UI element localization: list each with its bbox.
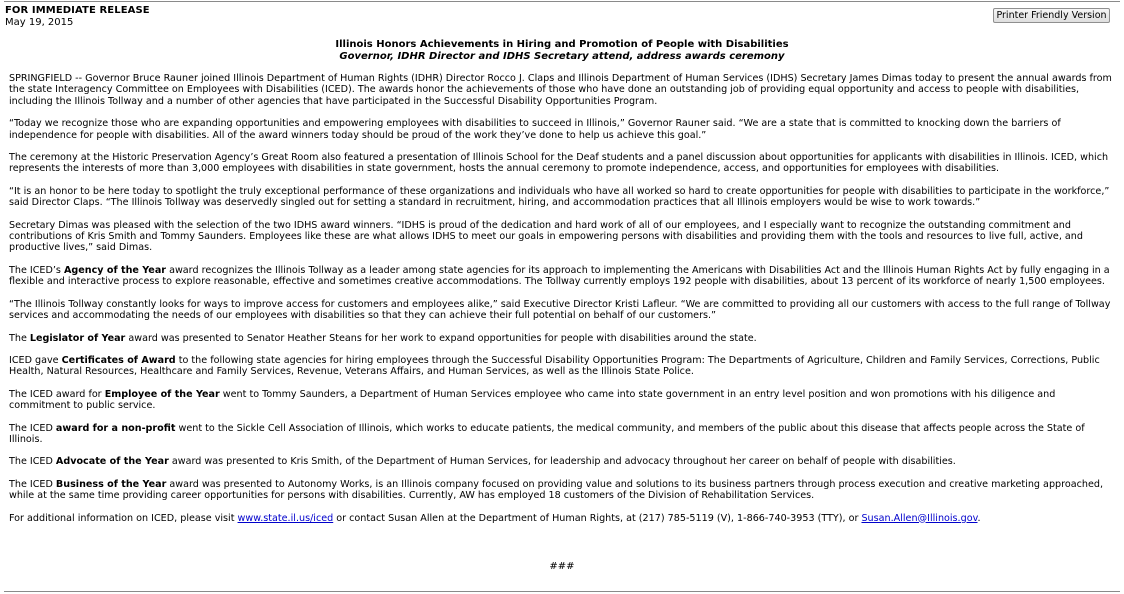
text: went to Tommy Saunders, a Department of Human Services employee who came into state government in an entry level position and won promotions with his diligence and commitment to public service. xyxy=(9,388,1056,412)
text: The ICED award for xyxy=(9,388,105,400)
top-divider xyxy=(4,1,1120,2)
text: The xyxy=(9,332,30,344)
text: ICED gave xyxy=(9,354,62,366)
text: award was presented to Autonomy Works, is an Illinois company focused on providing value and solutions to its business partners through process execution and creative marketing approached, while at the same time providing career opportunities for persons with disabilities. Currently, AW has employed 18 customers of the Division of Rehabilitation Services. xyxy=(9,478,1103,502)
paragraph-non-profit xyxy=(9,423,1119,446)
end-mark: ### xyxy=(549,561,575,572)
paragraph-business-of-year xyxy=(9,479,1119,502)
iced-website-link[interactable]: www.state.il.us/iced xyxy=(237,512,334,524)
text: award was presented to Senator Heather Steans for her work to expand opportunities for people with disabilities around the state. xyxy=(125,332,757,344)
page-subtitle: Governor, IDHR Director and IDHS Secretary attend, address awards ceremony xyxy=(339,51,785,62)
award-name: Legislator of Year xyxy=(29,332,126,344)
award-name: Employee of the Year xyxy=(104,388,220,400)
text: The ICED xyxy=(9,422,56,434)
paragraph-lafleur-quote: “The Illinois Tollway constantly looks for ways to improve access for customers and employees alike,” said Executive Director Kristi Lafleur. “We are committed to providing all our customers with access to the full range of Tollway services and accommodating the needs of our employees with disabilities so that they can achieve their full potential on behalf of our customers.” xyxy=(9,298,1111,322)
release-label: FOR IMMEDIATE RELEASE xyxy=(5,5,150,16)
paragraph-governor-quote: “Today we recognize those who are expanding opportunities and empowering employees with disabilities to succeed in Illinois,” Governor Rauner said. “We are a state that is committed to knocking down the barriers of independence for people with disabilities. All of the award winners today should be proud of the work they’ve done to help us achieve this goal.” xyxy=(9,118,1061,141)
text: went to the Sickle Cell Association of Illinois, which works to educate patients, the medical community, and members of the public about this disease that affects people across the State of Illinois. xyxy=(9,422,1085,445)
text: award recognizes the Illinois Tollway as a leader among state agencies for its approach to implementing the Americans with Disabilities Act and the Illinois Human Rights Act by fully engaging in a flexible and interactive process to explore reasonable, effective and sometimes creative accommodations. The Tollway currently employs 192 people with disabilities, about 13 percent of its workforce of nearly 1,500 employees. xyxy=(9,264,1110,288)
text: For additional information on ICED, please visit xyxy=(9,512,238,524)
paragraph-ceremony: The ceremony at the Historic Preservation Agency’s Great Room also featured a presentation of Illinois School for the Deaf students and a panel discussion about opportunities for applicants with disabilities in Illinois. ICED, which represents the interests of more than 3,000 employees with disabilities in state government, hosts the annual ceremony to promote independence, access, and opportunities for employees with disabilities. xyxy=(9,152,1109,175)
paragraph-agency-of-year xyxy=(9,265,1119,288)
paragraph-contact xyxy=(9,513,1119,524)
text: award was presented to Kris Smith, of the Department of Human Services, for leadership and advocacy throughout her career on behalf of people with disabilities. xyxy=(168,456,956,468)
release-date: May 19, 2015 xyxy=(5,17,74,28)
paragraph-claps-quote: “It is an honor to be here today to spotlight the truly exceptional performance of these organizations and individuals who have all worked so hard to create opportunities for people with disabilities to participate in the workforce,” said Director Claps. “The Illinois Tollway was deservedly singled out for setting a standard in recruitment, hiring, and accommodation practices that all Illinois employers would be wise to work towards.” xyxy=(9,185,1110,209)
paragraph-advocate-of-year xyxy=(9,456,1119,467)
bottom-divider xyxy=(4,591,1120,592)
paragraph-intro: SPRINGFIELD -- Governor Bruce Rauner joined Illinois Department of Human Rights (IDHR) Director Rocco J. Claps and Illinois Department of Human Services (IDHS) Secretary James Dimas today to present the annual awards from the state Interagency Committee on Employees with Disabilities (ICED). The awards honor the achievements of those who have done an outstanding job of providing equal opportunity and access to people with disabilities, including the Illinois Tollway and a number of other agencies that have participated in the Successful Disability Opportunities Program. xyxy=(9,73,1112,107)
paragraph-legislator-of-year xyxy=(9,333,1119,344)
award-name: Agency of the Year xyxy=(63,264,167,276)
text: The ICED xyxy=(9,478,56,490)
text: . xyxy=(977,512,981,524)
page-title: Illinois Honors Achievements in Hiring and Promotion of People with Disabilities xyxy=(335,39,789,50)
article-body xyxy=(9,73,1119,535)
text: The ICED’s xyxy=(9,264,64,276)
award-name: Certificates of Award xyxy=(61,354,176,366)
text: The ICED xyxy=(9,456,56,468)
paragraph-certificates xyxy=(9,355,1119,378)
contact-email-link[interactable]: Susan.Allen@Illinois.gov xyxy=(861,512,978,524)
text: to the following state agencies for hiring employees through the Successful Disability Opportunities Program: The Departments of Agriculture, Children and Family Services, Corrections, Public Health, Natural Resources, Healthcare and Family Services, Revenue, Veterans Affairs, and Human Services, as well as the Illinois State Police. xyxy=(9,354,1100,378)
paragraph-dimas-quote: Secretary Dimas was pleased with the selection of the two IDHS award winners. “IDHS is proud of the dedication and hard work of all of our employees, and I especially want to recognize the outstanding commitment and contributions of Kris Smith and Tommy Saunders. Employees like these are what allows IDHS to meet our goals in empowering persons with disabilities and providing them with the tools and resources to live full, active, and productive lives,” said Dimas. xyxy=(9,219,1083,254)
paragraph-employee-of-year xyxy=(9,389,1119,412)
award-name: award for a non-profit xyxy=(55,422,176,434)
award-name: Business of the Year xyxy=(55,478,167,490)
award-name: Advocate of the Year xyxy=(55,456,169,468)
printer-friendly-button[interactable]: Printer Friendly Version xyxy=(993,8,1110,23)
text: or contact Susan Allen at the Department of Human Rights, at (217) 785-5119 (V), 1-866-740-3953 (TTY), or xyxy=(333,512,862,524)
